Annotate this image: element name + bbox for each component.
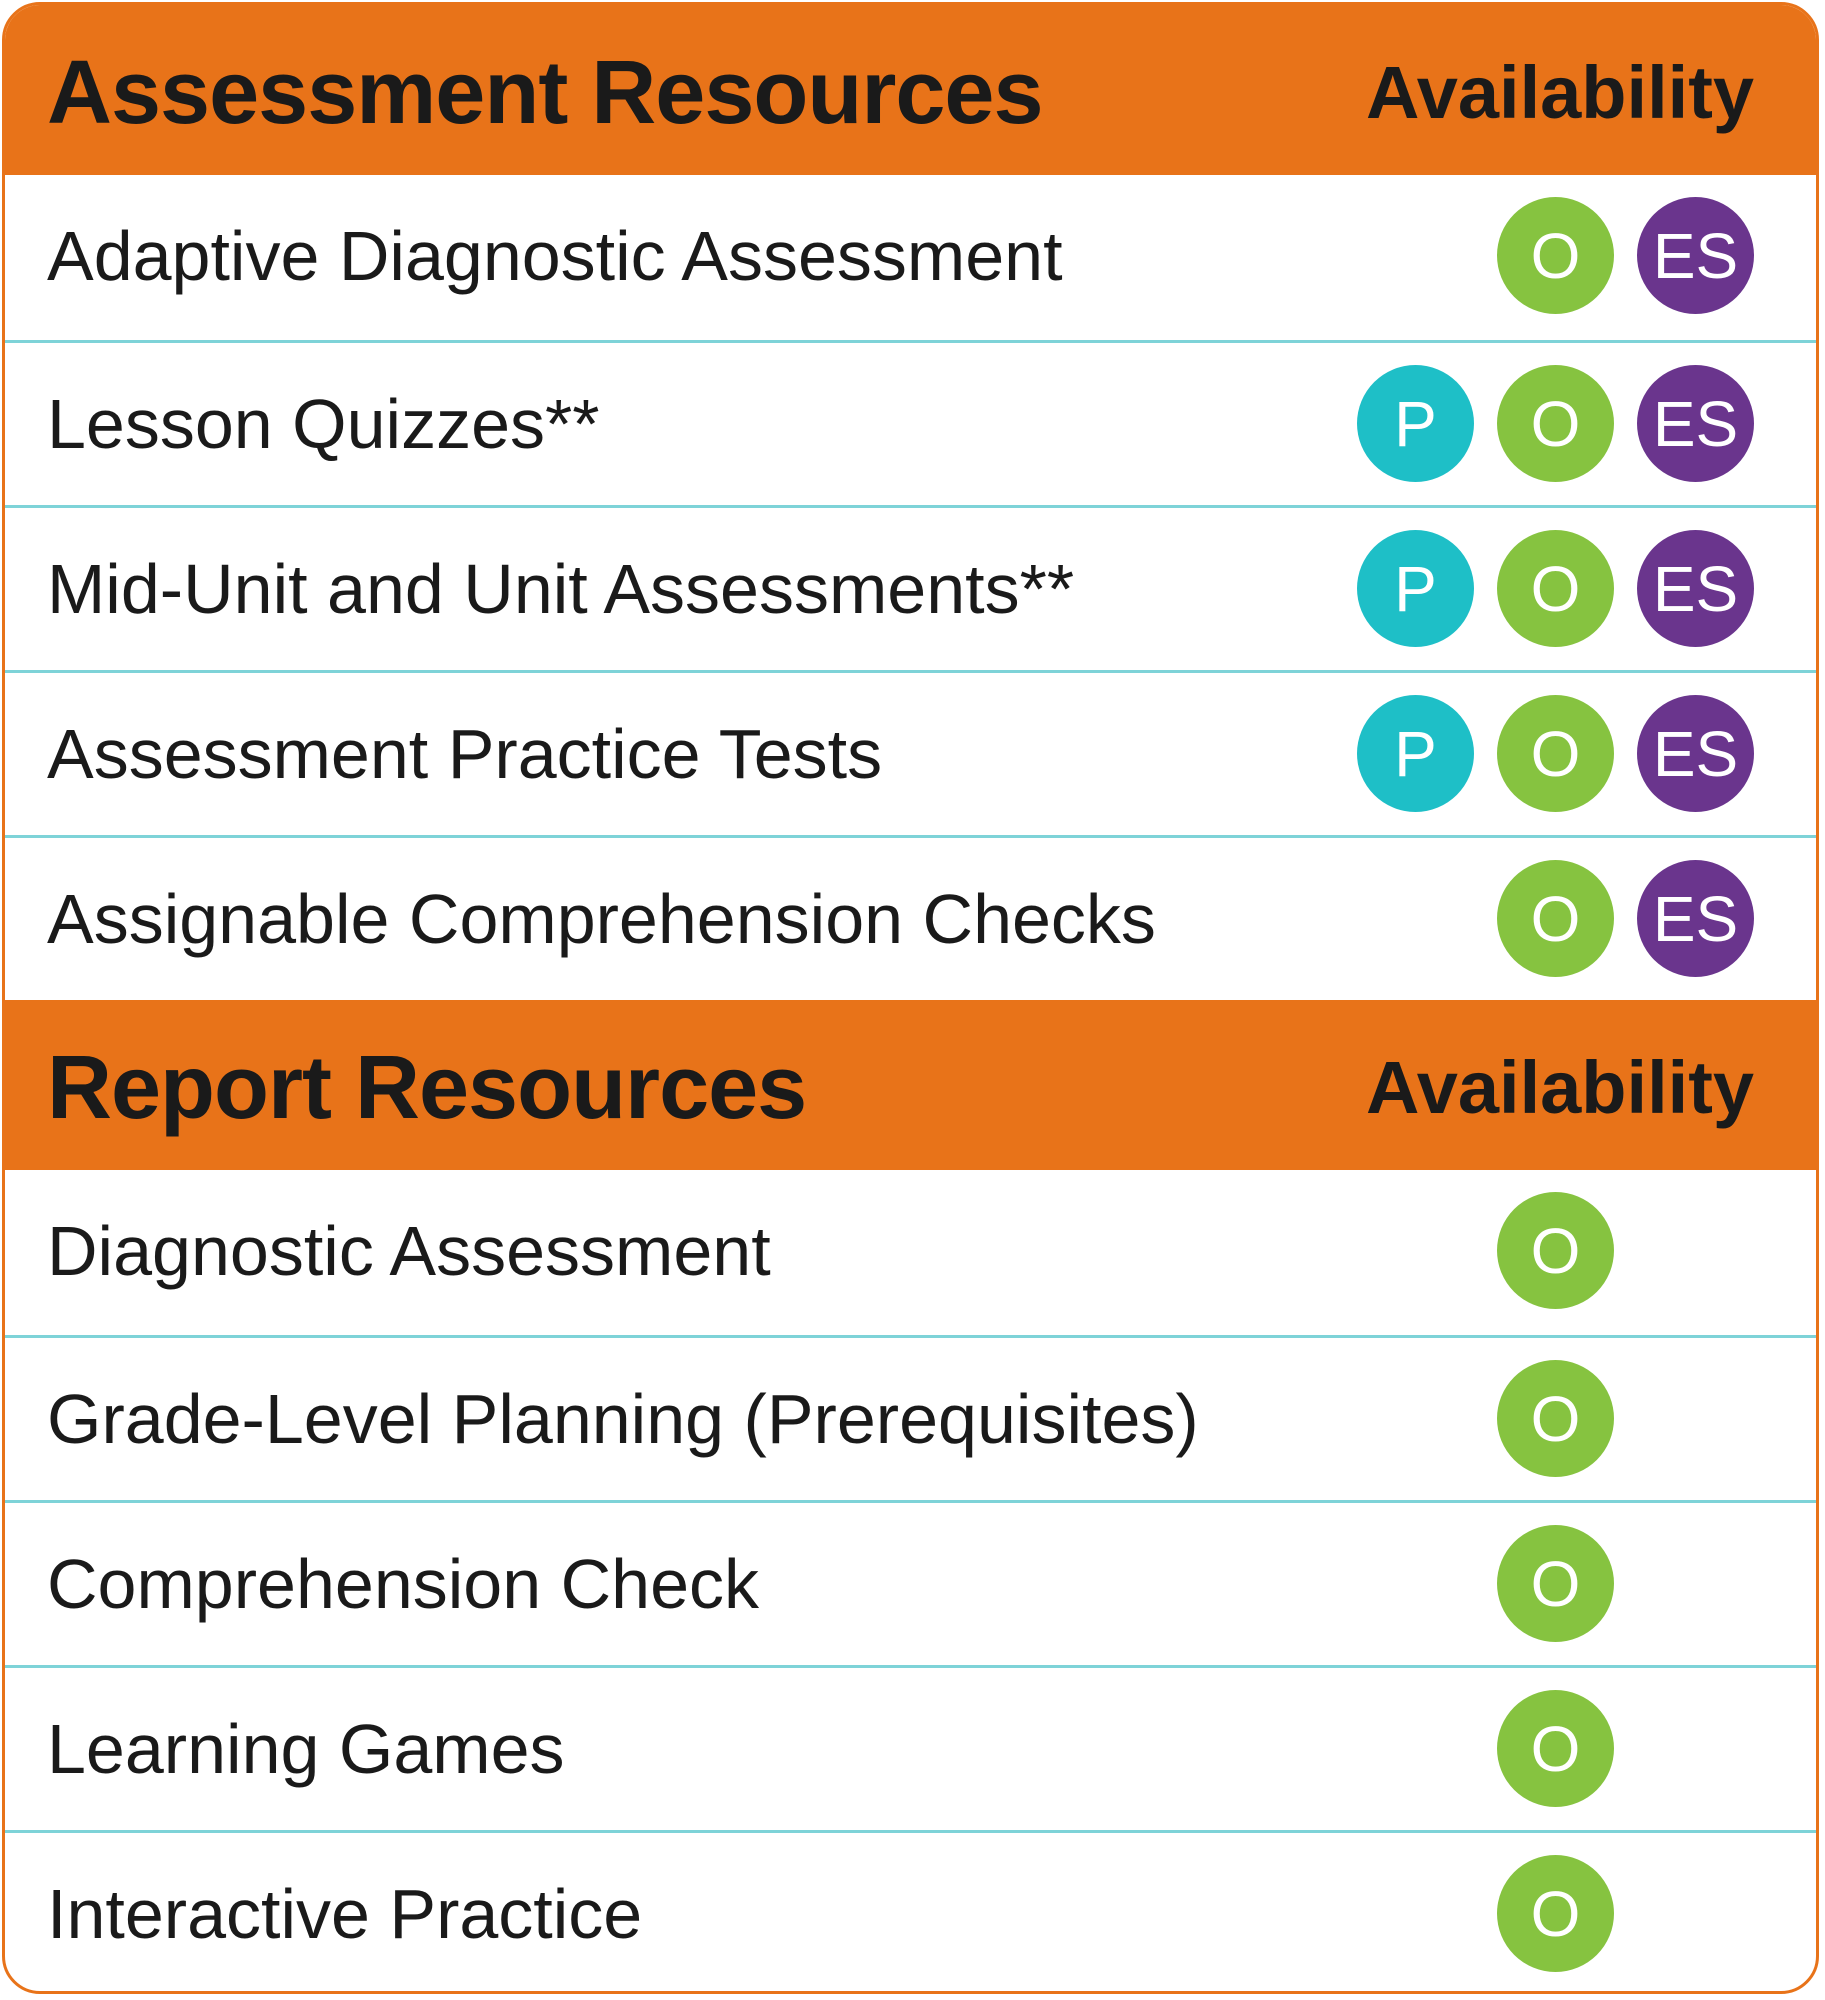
row-label: Mid-Unit and Unit Assessments**: [47, 550, 1075, 628]
print-badge: P: [1357, 530, 1474, 647]
table-row: [5, 1500, 1816, 1665]
online-badge: O: [1497, 1690, 1614, 1807]
enhanced-student-badge: ES: [1637, 695, 1754, 812]
availability-header: Availability: [1366, 51, 1754, 134]
row-label: Assessment Practice Tests: [47, 715, 883, 793]
online-badge: O: [1497, 1192, 1614, 1309]
enhanced-student-badge: ES: [1637, 365, 1754, 482]
section-header-assessment: [5, 5, 1816, 175]
online-badge: O: [1497, 860, 1614, 977]
table-row: [5, 1170, 1816, 1335]
table-row: [5, 505, 1816, 670]
online-badge: O: [1497, 1855, 1614, 1972]
row-label: Assignable Comprehension Checks: [47, 880, 1156, 958]
online-badge: O: [1497, 695, 1614, 812]
print-badge: P: [1357, 695, 1474, 812]
online-badge: O: [1497, 530, 1614, 647]
row-label: Adaptive Diagnostic Assessment: [47, 217, 1063, 295]
online-badge: O: [1497, 365, 1614, 482]
print-badge: P: [1357, 365, 1474, 482]
section-title: Report Resources: [47, 1038, 807, 1138]
enhanced-student-badge: ES: [1637, 197, 1754, 314]
table-row: [5, 175, 1816, 340]
section-title: Assessment Resources: [47, 43, 1043, 143]
row-label: Lesson Quizzes**: [47, 385, 600, 463]
resources-card: [2, 2, 1819, 1994]
table-row: [5, 340, 1816, 505]
section-header-report: [5, 1000, 1816, 1170]
enhanced-student-badge: ES: [1637, 860, 1754, 977]
table-row: [5, 835, 1816, 1000]
table-row: [5, 1830, 1816, 1994]
table-row: [5, 1665, 1816, 1830]
row-label: Learning Games: [47, 1710, 565, 1788]
availability-header: Availability: [1366, 1046, 1754, 1129]
row-label: Interactive Practice: [47, 1875, 643, 1953]
enhanced-student-badge: ES: [1637, 530, 1754, 647]
row-label: Diagnostic Assessment: [47, 1212, 771, 1290]
table-row: [5, 1335, 1816, 1500]
table-row: [5, 670, 1816, 835]
online-badge: O: [1497, 197, 1614, 314]
online-badge: O: [1497, 1525, 1614, 1642]
row-label: Comprehension Check: [47, 1545, 760, 1623]
online-badge: O: [1497, 1360, 1614, 1477]
row-label: Grade-Level Planning (Prerequisites): [47, 1380, 1199, 1458]
